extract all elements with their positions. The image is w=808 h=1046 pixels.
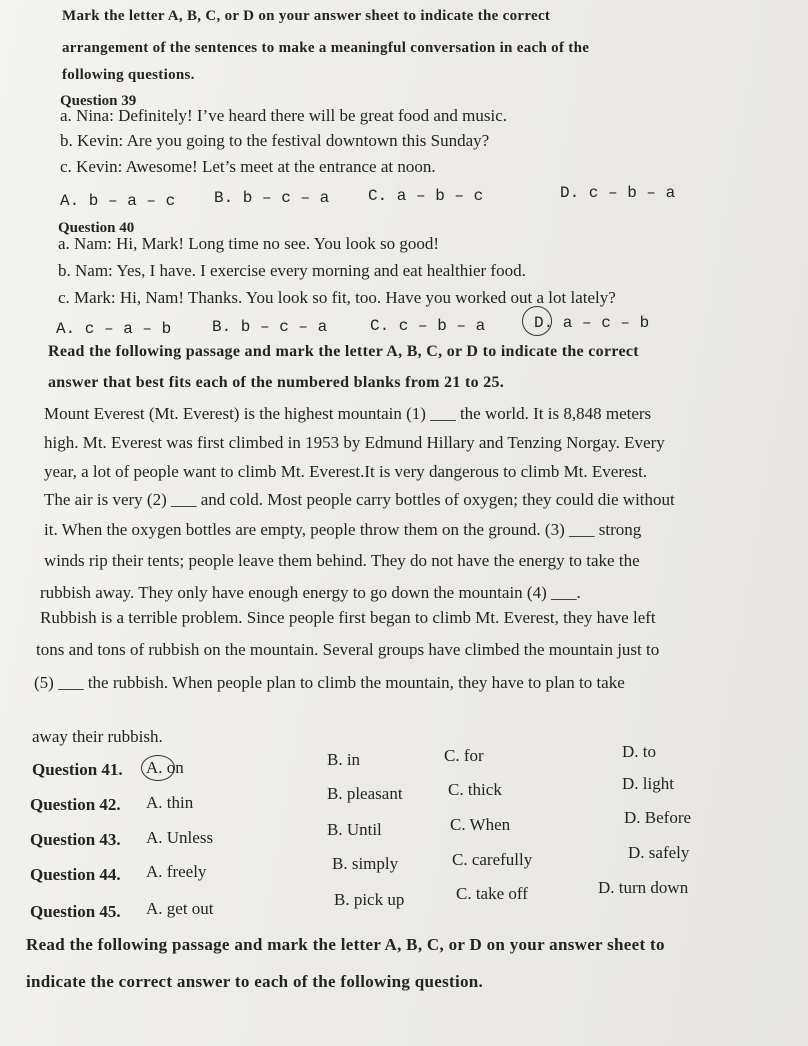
option-b[interactable]: B. simply	[332, 854, 399, 873]
passage-line: The air is very (2) ___ and cold. Most people carry bottles of oxygen; they could die without	[44, 490, 675, 509]
dialogue-line: a. Nina: Definitely! I’ve heard there will be great food and music.	[60, 106, 508, 125]
option-c[interactable]: C. a – b – c	[368, 187, 484, 205]
dialogue-line: b. Kevin: Are you going to the festival downtown this Sunday?	[60, 131, 490, 150]
option-b[interactable]: B. b – c – a	[214, 189, 330, 207]
passage-line: high. Mt. Everest was first climbed in 1953 by Edmund Hillary and Tenzing Norgay. Every	[44, 433, 665, 452]
answer-circle	[522, 306, 552, 336]
question-label: Question 41.	[32, 760, 123, 779]
option-d[interactable]: D. turn down	[598, 878, 689, 897]
passage-line: Rubbish is a terrible problem. Since people first began to climb Mt. Everest, they have left	[40, 608, 656, 627]
option-d[interactable]: D. safely	[628, 843, 690, 862]
option-b[interactable]: B. pleasant	[327, 784, 403, 803]
option-a[interactable]: A. thin	[146, 793, 194, 812]
passage-line: tons and tons of rubbish on the mountain. Several groups have climbed the mountain just to	[36, 640, 660, 659]
instruction-line: following questions.	[62, 67, 195, 83]
option-a[interactable]: A. b – a – c	[60, 192, 176, 210]
dialogue-line: c. Mark: Hi, Nam! Thanks. You look so fit, too. Have you worked out a lot lately?	[58, 288, 616, 307]
option-a[interactable]: A. c – a – b	[56, 320, 172, 338]
option-d[interactable]: D. light	[622, 774, 674, 793]
option-c[interactable]: C. for	[444, 746, 484, 765]
passage-line: year, a lot of people want to climb Mt. Everest.It is very dangerous to climb Mt. Everest.	[44, 462, 648, 481]
dialogue-line: b. Nam: Yes, I have. I exercise every morning and eat healthier food.	[58, 261, 526, 280]
passage-line: winds rip their tents; people leave them behind. They do not have the energy to take the	[44, 551, 640, 570]
instruction-line: indicate the correct answer to each of the following question.	[26, 972, 484, 991]
question-title: Question 39	[60, 93, 137, 109]
question-label: Question 44.	[30, 865, 121, 884]
instruction-line: Mark the letter A, B, C, or D on your answer sheet to indicate the correct	[62, 8, 551, 24]
option-b[interactable]: B. Until	[327, 820, 382, 839]
option-b[interactable]: B. pick up	[334, 890, 405, 909]
answer-circle	[141, 755, 175, 781]
option-b[interactable]: B. in	[327, 750, 361, 769]
option-c[interactable]: C. take off	[456, 884, 528, 903]
option-d[interactable]: D. c – b – a	[560, 184, 676, 202]
instruction-line: Read the following passage and mark the letter A, B, C, or D to indicate the correct	[48, 343, 639, 360]
option-a[interactable]: A. freely	[146, 862, 207, 881]
option-c[interactable]: C. c – b – a	[370, 317, 486, 335]
instruction-line: arrangement of the sentences to make a meaningful conversation in each of the	[62, 40, 590, 56]
option-c[interactable]: C. thick	[448, 780, 502, 799]
question-label: Question 42.	[30, 795, 121, 814]
option-c[interactable]: C. carefully	[452, 850, 533, 869]
dialogue-line: c. Kevin: Awesome! Let’s meet at the entrance at noon.	[60, 157, 436, 176]
question-label: Question 45.	[30, 902, 121, 921]
option-d[interactable]: D. to	[622, 742, 656, 761]
option-a[interactable]: A. on	[146, 758, 184, 777]
option-b[interactable]: B. b – c – a	[212, 318, 328, 336]
instruction-line: answer that best fits each of the numbered blanks from 21 to 25.	[48, 374, 505, 391]
passage-line: it. When the oxygen bottles are empty, people throw them on the ground. (3) ___ strong	[44, 520, 642, 539]
option-a[interactable]: A. get out	[146, 899, 214, 918]
question-title: Question 40	[58, 220, 135, 236]
dialogue-line: a. Nam: Hi, Mark! Long time no see. You look so good!	[58, 234, 440, 253]
option-c[interactable]: C. When	[450, 815, 511, 834]
instruction-line: Read the following passage and mark the letter A, B, C, or D on your answer sheet to	[26, 935, 665, 954]
option-d[interactable]: D. Before	[624, 808, 692, 827]
option-d[interactable]: D. a – c – b	[534, 314, 650, 332]
passage-line: Mount Everest (Mt. Everest) is the highest mountain (1) ___ the world. It is 8,848 meters	[44, 404, 652, 423]
passage-line: rubbish away. They only have enough energy to go down the mountain (4) ___.	[40, 583, 581, 602]
passage-line: (5) ___ the rubbish. When people plan to climb the mountain, they have to plan to take	[34, 673, 625, 692]
passage-line: away their rubbish.	[32, 727, 163, 746]
question-label: Question 43.	[30, 830, 121, 849]
option-a[interactable]: A. Unless	[146, 828, 214, 847]
